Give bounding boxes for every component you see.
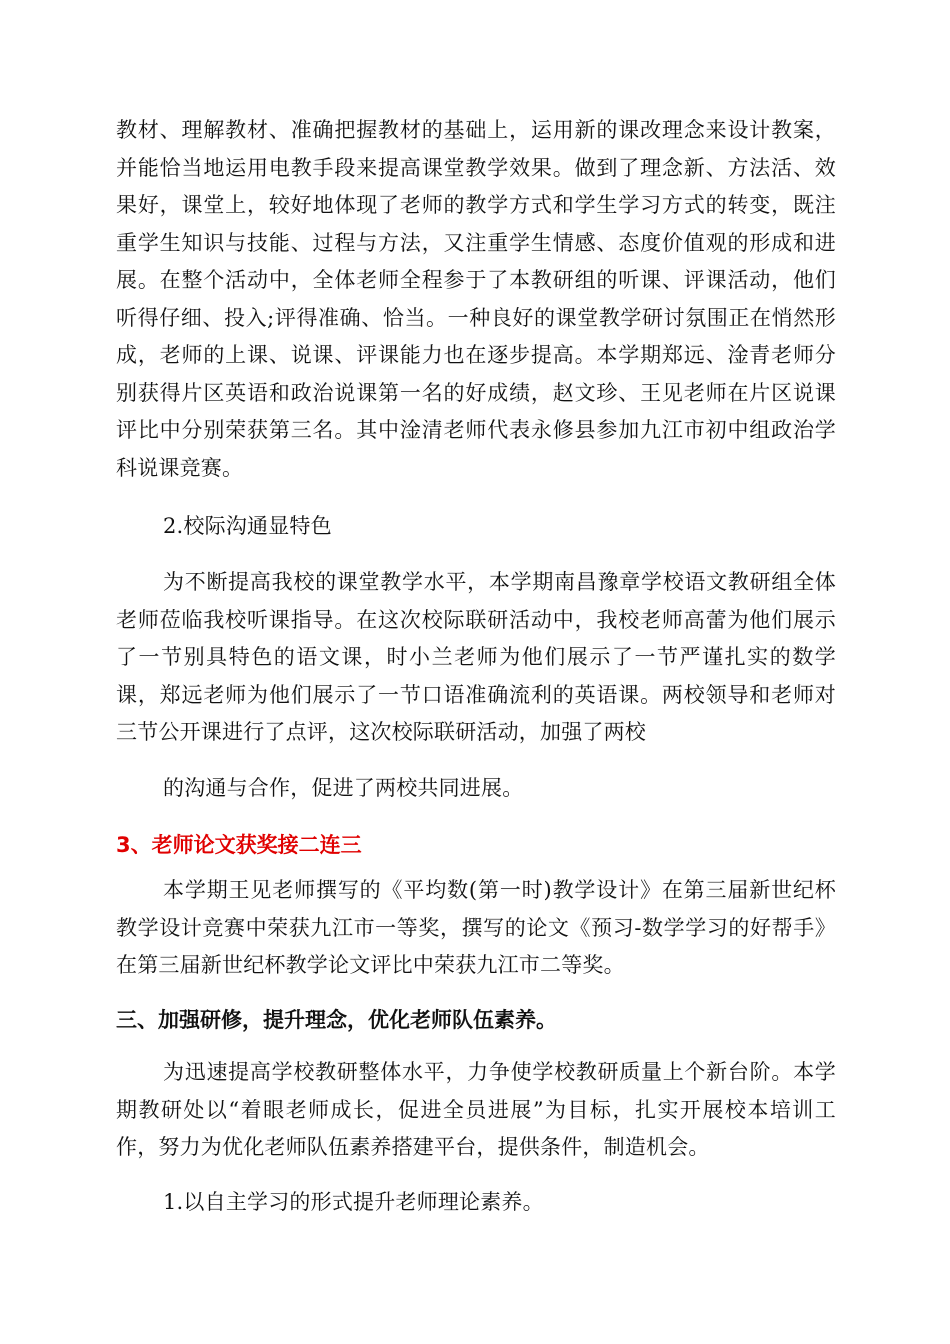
section-heading-strengthen-training: 三、加强研修，提升理念，优化老师队伍素养。 [116, 1008, 557, 1032]
paragraph-teaching-activities: 教材、理解教材、准确把握教材的基础上，运用新的课改理念来设计教案，并能恰当地运用电教手段来提高课堂教学效果。做到了理念新、方法活、效果好，课堂上，较好地体现了老师的教学方式和学生学习方式的转变，既注重学生知识与技能、过程与方法，又注重学生情感、态度价值观的形成和进展。在整个活动中，全体老师全程参于了本教研组的听课、评课活动，他们听得仔细、投入;评得准确、恰当。一种良好的课堂教学研讨氛围正在悄然形成，老师的上课、说课、评课能力也在逐步提高。本学期郑远、淦青老师分别获得片区英语和政治说课第一名的好成绩，赵文珍、王见老师在片区说课评比中分别荣获第三名。其中淦清老师代表永修县参加九江市初中组政治学科说课竞赛。 [116, 118, 836, 480]
paragraph-paper-awards: 本学期王见老师撰写的《平均数(第一时)教学设计》在第三届新世纪杯教学设计竞赛中荣获九江市一等奖，撰写的论文《预习-数学学习的好帮手》在第三届新世纪杯教学论文评比中荣获九江市二等奖。 [116, 878, 836, 977]
section-heading-paper-awards: 3、老师论文获奖接二连三 [116, 833, 362, 857]
paragraph-training-goals: 为迅速提高学校教研整体水平，力争使学校教研质量上个新台阶。本学期教研处以“着眼老师成长，促进全员进展”为目标，扎实开展校本培训工作，努力为优化老师队伍素养搭建平台，提供条件，制造机会。 [116, 1060, 836, 1159]
subheading-inter-school-communication: 2.校际沟通显特色 [163, 514, 332, 538]
subheading-self-study: 1.以自主学习的形式提升老师理论素养。 [163, 1190, 544, 1214]
paragraph-inter-school-visit: 为不断提高我校的课堂教学水平，本学期南昌豫章学校语文教研组全体老师莅临我校听课指导。在这次校际联研活动中，我校老师高蕾为他们展示了一节别具特色的语文课，时小兰老师为他们展示了一节严谨扎实的数学课，郑远老师为他们展示了一节口语准确流利的英语课。两校领导和老师对三节公开课进行了点评，这次校际联研活动，加强了两校 [116, 570, 836, 744]
paragraph-inter-school-visit-continued: 的沟通与合作，促进了两校共同进展。 [163, 776, 524, 800]
